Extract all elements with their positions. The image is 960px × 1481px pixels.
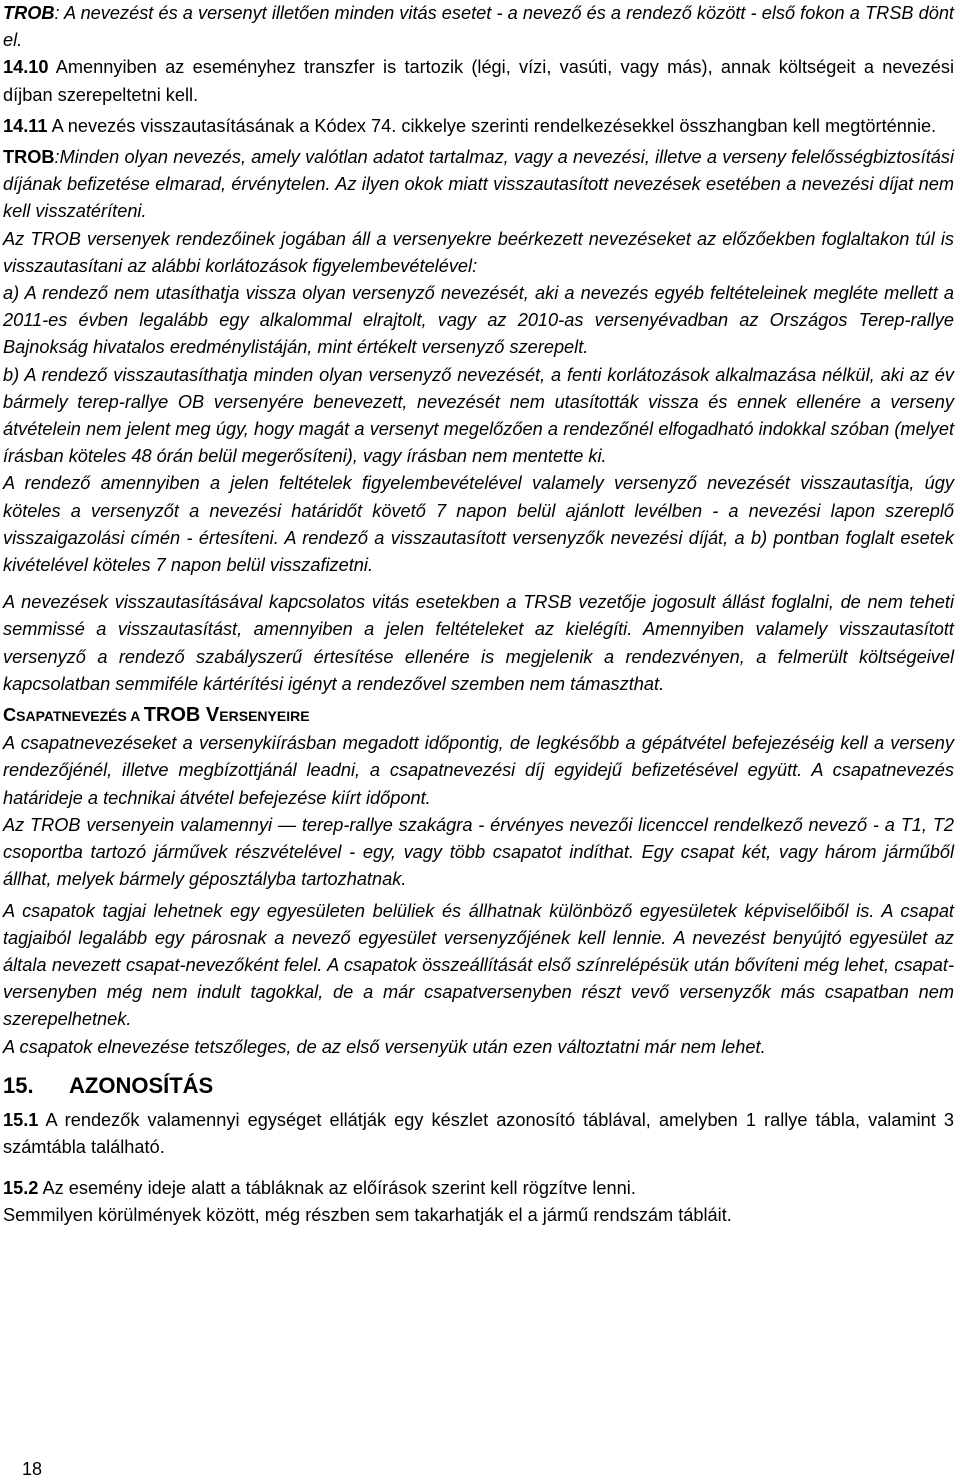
section-number: 15. [3, 1072, 34, 1098]
paragraph-15-2 [3, 1175, 954, 1202]
section-number: 15.2 [3, 1178, 39, 1199]
paragraph-plate-visibility: Semmilyen körülmények között, még részben sem takarhatják el a jármű rendszám tábláit. [3, 1205, 732, 1226]
section-title: AZONOSÍTÁS [69, 1072, 214, 1098]
section-number: 14.11 [3, 115, 48, 136]
paragraph-team-deadline: A csapatnevezéseket a versenykiírásban megadott időpontig, de legkésőbb a gépátvétel befejezéséig kell a verseny rendezőjénél, illetve megbízottjánál leadni, a csapatnevezési díj egyidejű befizetésével együtt. A csapatnevezés határideje a technikai átvétel befejezése kiírt időpont. [3, 733, 954, 808]
paragraph-14-11 [3, 113, 954, 140]
heading-part: ERSENYEIRE [219, 708, 310, 725]
section-15-heading [3, 1071, 954, 1101]
page-number: 18 [22, 1459, 43, 1479]
paragraph-text: A nevezés visszautasításának a Kódex 74. cikkelye szerinti rendelkezésekkel összhangban kell megtörténnie. [47, 115, 937, 136]
italic-text: :Minden olyan nevezés, amely valótlan adatot tartalmaz, vagy a nevezési, illetve a verseny felelősségbiztosítási díjának befizetése elmarad, érvénytelen. [3, 147, 954, 195]
paragraph-refusal-notice: A rendező amennyiben a jelen feltételek figyelembevételével valamely versenyző nevezését visszautasítja, úgy köteles a versenyzőt a nevezési határidőt követő 7 napon belül ajánlott levélben - a nevezési lapon szereplő visszaigazolási címén - értesíteni. A rendező a visszautasított versenyzők nevezési díját, a b) pontban foglalt esetek kivételével köteles 7 napon belül visszafizetni. [3, 473, 954, 576]
paragraph-team-composition: Az TROB versenyein valamennyi — terep-rallye szakágra - érvényes nevezői licenccel rendelkező nevező - a T1, T2 csoportba tartozó járművek részvételével - egy, vagy több csapatot indíthat. Egy csapat két, vagy három járműből állhat, melyek bármely géposztályba tartozhatnak. [3, 814, 954, 890]
paragraph-trob-dispute [3, 0, 954, 54]
section-number: 14.10 [3, 57, 49, 78]
paragraph-text: : A nevezést és a versenyt illetően minden vitás esetet - a nevező és a rendező között - első fokon a TRSB dönt el. [3, 3, 954, 51]
paragraph-14-10 [3, 54, 954, 108]
paragraph-text: A rendezők valamennyi egységet ellátják egy készlet azonosító táblával, amelyben 1 rallye tábla, valamint 3 számtábla található. [3, 1109, 954, 1157]
paragraph-trob-invalid-entry [3, 144, 954, 226]
paragraph-organizer-rights: Az TROB versenyek rendezőinek jogában áll a versenyekre beérkezett nevezéseket az előzőekben foglaltakon túl is visszautasítani az alábbi korlátozások figyelembevételével: [3, 228, 954, 276]
team-entry-heading [3, 702, 954, 730]
paragraph-text: Az esemény ideje alatt a tábláknak az előírások szerint kell rögzítve lenni. [38, 1178, 636, 1199]
paragraph-team-name: A csapatok elnevezése tetszőleges, de az első versenyük után ezen változtatni már nem lehet. [3, 1036, 766, 1057]
document-page [3, 0, 954, 1230]
section-number: 15.1 [3, 1109, 39, 1130]
paragraph-point-b: b) A rendező visszautasíthatja minden olyan versenyző nevezését, a fenti korlátozások alkalmazása nélkül, aki az év bármely terep-rallye OB versenyére benevezett, nevezését nem utasították vissza és ennek ellenére a verseny átvételein nem jelent meg úgy, hogy magát a versenyt megelőzően a rendezőnél elfogadható indokkal szóban (melyet írásban köteles 48 órán belül megerősíteni), vagy írásban nem mentette ki. [3, 364, 954, 467]
heading-part: TROB V [143, 704, 220, 727]
heading-part: SAPATNEVEZÉS A [16, 708, 144, 725]
trob-label: TROB [3, 147, 55, 168]
paragraph-point-a: a) A rendező nem utasíthatja vissza olyan versenyző nevezését, aki a nevezés egyéb feltételeinek megléte mellett a 2011-es évben legalább egy alkalommal elrajtolt, vagy az 2010-as versenyévadban az Országos Terep-rallye Bajnokság hivatalos eredménylistáján, mint értékelt versenyző szerepelt. [3, 283, 954, 358]
trob-label: TROB [3, 3, 55, 23]
heading-part: C [3, 705, 17, 726]
paragraph-team-members: A csapatok tagjai lehetnek egy egyesületen belüliek és állhatnak különböző egyesületek képviselőiből is. A csapat tagjaiból legalább egy párosnak a nevező egyesület versenyzőjének kell lennie. A nevezést benyújtó egyesület az általa nevezett csapat-nevezőként felel. A csapatok összeállítását első színrelépésük után bővíteni még lehet, csapat-versenyben még nem indult tagokkal, de a már csapatversenyben részt vevő versenyzők más csapatban nem szerepelhetnek. [3, 900, 954, 1030]
paragraph-text: Az ilyen okok miatt visszautasított nevezések esetében a nevezési díjat nem kell visszatéríteni. [3, 174, 954, 222]
paragraph-trsb-disputes: A nevezések visszautasításával kapcsolatos vitás esetekben a TRSB vezetője jogosult állást foglalni, de nem teheti semmissé a visszautasítást, amennyiben a jelen feltételeket az kielégíti. Amennyiben valamely visszautasított versenyző a rendező szabályszerű értesítése ellenére is megjelenik a rendezvényen, a felmerült költségeivel kapcsolatban semmiféle kártérítési igényt a rendezővel szemben nem támaszthat. [3, 592, 954, 694]
paragraph-15-1 [3, 1107, 954, 1161]
paragraph-text: Amennyiben az eseményhez transzfer is tartozik (légi, vízi, vasúti, vagy más), annak költségeit a nevezési díjban szerepeltetni kell. [3, 57, 954, 105]
